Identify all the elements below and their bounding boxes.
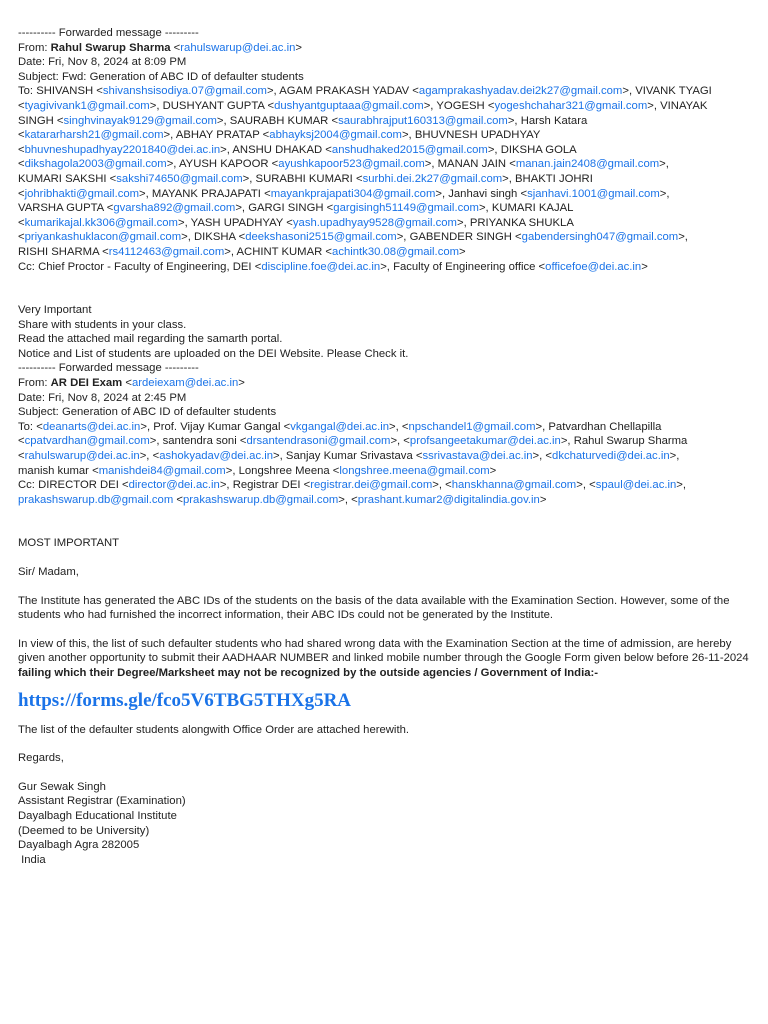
recipient-email-link[interactable]: dushyantguptaaa@gmail.com [274,99,424,112]
forwarded-message-divider: ---------- Forwarded message --------- [18,362,199,375]
recipient-email-link[interactable]: sjanhavi.1001@gmail.com [527,187,660,200]
signature-line: India [18,853,46,866]
sender-email-link[interactable]: ardeiexam@dei.ac.in [131,377,239,390]
outer-to-line-2: <tyagivivank1@gmail.com>, DUSHYANT GUPTA <dushyantguptaaa@gmail.com>, YOGESH <yogeshchahar321@gmail.com>, VINAYAK [18,99,708,112]
signature-line: Dayalbagh Agra 282005 [18,839,140,852]
recipient-email-link[interactable]: npschandel1@gmail.com [408,420,536,433]
recipient-email-link[interactable]: manishdei84@gmail.com [98,464,226,477]
inner-cc-line-1: Cc: DIRECTOR DEI <director@dei.ac.in>, Registrar DEI <registrar.dei@gmail.com>, <hanskhanna@gmail.com>, <spaul@dei.ac.in>, [18,479,687,492]
recipient-email-link[interactable]: shivanshsisodiya.07@gmail.com [102,85,267,98]
outer-from-line: From: Rahul Swarup Sharma <rahulswarup@dei.ac.in> [18,41,302,54]
cc-email-link[interactable]: prakashswarup.db@gmail.com [183,493,339,506]
outer-to-line-12: RISHI SHARMA <rs4112463@gmail.com>, ACHINT KUMAR <achintk30.08@gmail.com> [18,245,466,258]
outer-to-line-7: KUMARI SAKSHI <sakshi74650@gmail.com>, SURABHI KUMARI <surbhi.dei.2k27@gmail.com>, BHAKTI JOHRI [18,172,593,185]
recipient-email-link[interactable]: deanarts@dei.ac.in [42,420,141,433]
recipient-email-link[interactable]: achintk30.08@gmail.com [332,245,460,258]
recipient-email-link[interactable]: ashokyadav@dei.ac.in [159,450,274,463]
note-line: Read the attached mail regarding the samarth portal. [18,333,283,346]
signature-block [18,780,750,868]
cc-email-link[interactable]: discipline.foe@dei.ac.in [261,260,381,273]
inner-to-line-3: <rahulswarup@dei.ac.in>, <ashokyadav@dei.ac.in>, Sanjay Kumar Srivastava <ssrivastava@dei.ac.in>, <dkchaturvedi@dei.ac.in>, [18,450,680,463]
warning-text: failing which their Degree/Marksheet may not be recognized by the outside agencies / Government of India:- [18,666,599,679]
inner-to-line-1: To: <deanarts@dei.ac.in>, Prof. Vijay Kumar Gangal <vkgangal@dei.ac.in>, <npschandel1@gmail.com>, Patvardhan Chellapilla [18,420,662,433]
inner-to-line-2: <cpatvardhan@gmail.com>, santendra soni <drsantendrasoni@gmail.com>, <profsangeetakumar@dei.ac.in>, Rahul Swarup Sharma [18,435,688,448]
recipient-email-link[interactable]: profsangeetakumar@dei.ac.in [409,435,561,448]
body-paragraph-2: In view of this, the list of such defaulter students who had shared wrong data with the Examination Section at the time of admission, are hereby given another opportunity to submit their AADHAAR NUMBER and linked mobile number through the Google Form given below before 26-11-2024 failing which their Degree/Marksheet may not be recognized by the outside agencies / Government of India:- [18,637,749,679]
signature-line: Gur Sewak Singh [18,780,106,793]
cc-email-link[interactable]: director@dei.ac.in [128,479,220,492]
google-form-link[interactable]: https://forms.gle/fco5V6TBG5THXg5RA [18,689,352,711]
outer-to-line-10: <kumarikajal.kk306@gmail.com>, YASH UPADHYAY <yash.upadhyay9528@gmail.com>, PRIYANKA SHUKLA [18,216,574,229]
recipient-email-link[interactable]: saurabhrajput160313@gmail.com [338,114,508,127]
cc-email-link[interactable]: registrar.dei@gmail.com [310,479,433,492]
inner-date-line: Date: Fri, Nov 8, 2024 at 2:45 PM [18,391,187,404]
from-label: From: [18,41,51,54]
recipient-email-link[interactable]: johribhakti@gmail.com [24,187,140,200]
recipient-email-link[interactable]: rs4112463@gmail.com [108,245,225,258]
recipient-email-link[interactable]: cpatvardhan@gmail.com [24,435,150,448]
signature-line: Assistant Registrar (Examination) [18,795,186,808]
recipient-email-link[interactable]: dkchaturvedi@dei.ac.in [552,450,670,463]
regards: Regards, [18,752,64,765]
recipient-email-link[interactable]: mayankprajapati304@gmail.com [270,187,436,200]
cc-email-link[interactable]: officefoe@dei.ac.in [545,260,642,273]
outer-cc-line: Cc: Chief Proctor - Faculty of Engineering, DEI <discipline.foe@dei.ac.in>, Faculty of Engineering office <officefoe@dei.ac.in> [18,260,648,273]
outer-subject-line: Subject: Fwd: Generation of ABC ID of defaulter students [18,70,304,83]
recipient-email-link[interactable]: rahulswarup@dei.ac.in [24,450,140,463]
note-line: Very Important [18,304,92,317]
recipient-email-link[interactable]: manan.jain2408@gmail.com [515,158,660,171]
recipient-email-link[interactable]: sakshi74650@gmail.com [116,172,243,185]
inner-subject-line: Subject: Generation of ABC ID of defaulter students [18,406,277,419]
signature-line: (Deemed to be University) [18,824,150,837]
recipient-email-link[interactable]: agamprakashyadav.dei2k27@gmail.com [418,85,623,98]
cc-email-link[interactable]: prashant.kumar2@digitalindia.gov.in [357,493,540,506]
recipient-email-link[interactable]: ayushkapoor523@gmail.com [278,158,425,171]
inner-cc-line-2: prakashswarup.db@gmail.com <prakashswarup.db@gmail.com>, <prashant.kumar2@digitalindia.gov.in> [18,493,547,506]
outer-to-line-3: SINGH <singhvinayak9129@gmail.com>, SAURABH KUMAR <saurabhrajput160313@gmail.com>, Harsh Katara [18,114,588,127]
recipient-email-link[interactable]: bhuvneshupadhyay2201840@dei.ac.in [24,143,221,156]
recipient-email-link[interactable]: yogeshchahar321@gmail.com [494,99,648,112]
outer-to-line-9: VARSHA GUPTA <gvarsha892@gmail.com>, GARGI SINGH <gargisingh51149@gmail.com>, KUMARI KAJAL [18,202,574,215]
recipient-email-link[interactable]: drsantendrasoni@gmail.com [246,435,391,448]
note-line: Share with students in your class. [18,318,187,331]
recipient-email-link[interactable]: gabendersingh047@gmail.com [521,231,679,244]
outer-to-line-4: <katararharsh21@gmail.com>, ABHAY PRATAP <abhayksj2004@gmail.com>, BHUVNESH UPADHYAY [18,129,541,142]
recipient-email-link[interactable]: tyagivivank1@gmail.com [24,99,150,112]
outer-to-line-5: <bhuvneshupadhyay2201840@dei.ac.in>, ANSHU DHAKAD <anshudhaked2015@gmail.com>, DIKSHA GOLA [18,143,577,156]
outer-date-line: Date: Fri, Nov 8, 2024 at 8:09 PM [18,56,187,69]
recipient-email-link[interactable]: anshudhaked2015@gmail.com [331,143,488,156]
recipient-email-link[interactable]: singhvinayak9129@gmail.com [63,114,217,127]
body-paragraph-1: The Institute has generated the ABC IDs of the students on the basis of the data available with the Examination Section. However, some of the students who had furnished the incorrect information, their ABC IDs could not be generated by the Institute. [18,594,730,622]
outer-to-line-6: <dikshagola2003@gmail.com>, AYUSH KAPOOR <ayushkapoor523@gmail.com>, MANAN JAIN <manan.jain2408@gmail.com>, [18,158,669,171]
body-paragraph-3: The list of the defaulter students alongwith Office Order are attached herewith. [18,723,410,736]
outer-to-line-8: <johribhakti@gmail.com>, MAYANK PRAJAPATI <mayankprajapati304@gmail.com>, Janhavi singh <sjanhavi.1001@gmail.com>, [18,187,670,200]
recipient-email-link[interactable]: ssrivastava@dei.ac.in [422,450,533,463]
cc-email-link[interactable]: prakashswarup.db@gmail.com [18,493,174,506]
salutation: Sir/ Madam, [18,566,79,578]
message-heading: MOST IMPORTANT [18,537,120,550]
recipient-email-link[interactable]: katararharsh21@gmail.com [24,129,164,142]
note-line: Notice and List of students are uploaded on the DEI Website. Please Check it. [18,347,409,360]
sender-name: Rahul Swarup Sharma [50,41,171,54]
signature-line: Dayalbagh Educational Institute [18,809,177,822]
cc-email-link[interactable]: spaul@dei.ac.in [595,479,677,492]
inner-from-line: From: AR DEI Exam <ardeiexam@dei.ac.in> [18,377,245,390]
inner-to-line-4: manish kumar <manishdei84@gmail.com>, Longshree Meena <longshree.meena@gmail.com> [18,464,497,477]
sender-email-link[interactable]: rahulswarup@dei.ac.in [180,41,296,54]
recipient-email-link[interactable]: yash.upadhyay9528@gmail.com [292,216,457,229]
recipient-email-link[interactable]: priyankashuklacon@gmail.com [24,231,182,244]
recipient-email-link[interactable]: kumarikajal.kk306@gmail.com [24,216,178,229]
recipient-email-link[interactable]: deekshasoni2515@gmail.com [245,231,397,244]
sender-name: AR DEI Exam [50,377,123,390]
recipient-email-link[interactable]: dikshagola2003@gmail.com [24,158,167,171]
cc-email-link[interactable]: hanskhanna@gmail.com [451,479,577,492]
recipient-email-link[interactable]: abhayksj2004@gmail.com [269,129,402,142]
outer-to-line-11: <priyankashuklacon@gmail.com>, DIKSHA <deekshasoni2515@gmail.com>, GABENDER SINGH <gabendersingh047@gmail.com>, [18,231,688,244]
outer-to-line-1: To: SHIVANSH <shivanshsisodiya.07@gmail.com>, AGAM PRAKASH YADAV <agamprakashyadav.dei2k27@gmail.com>, VIVANK TYAGI [18,85,712,98]
recipient-email-link[interactable]: vkgangal@dei.ac.in [290,420,389,433]
forwarded-message-divider: ---------- Forwarded message --------- [18,27,199,39]
recipient-email-link[interactable]: gargisingh51149@gmail.com [333,202,479,215]
recipient-email-link[interactable]: longshree.meena@gmail.com [339,464,490,477]
recipient-email-link[interactable]: surbhi.dei.2k27@gmail.com [362,172,503,185]
recipient-email-link[interactable]: gvarsha892@gmail.com [113,202,236,215]
